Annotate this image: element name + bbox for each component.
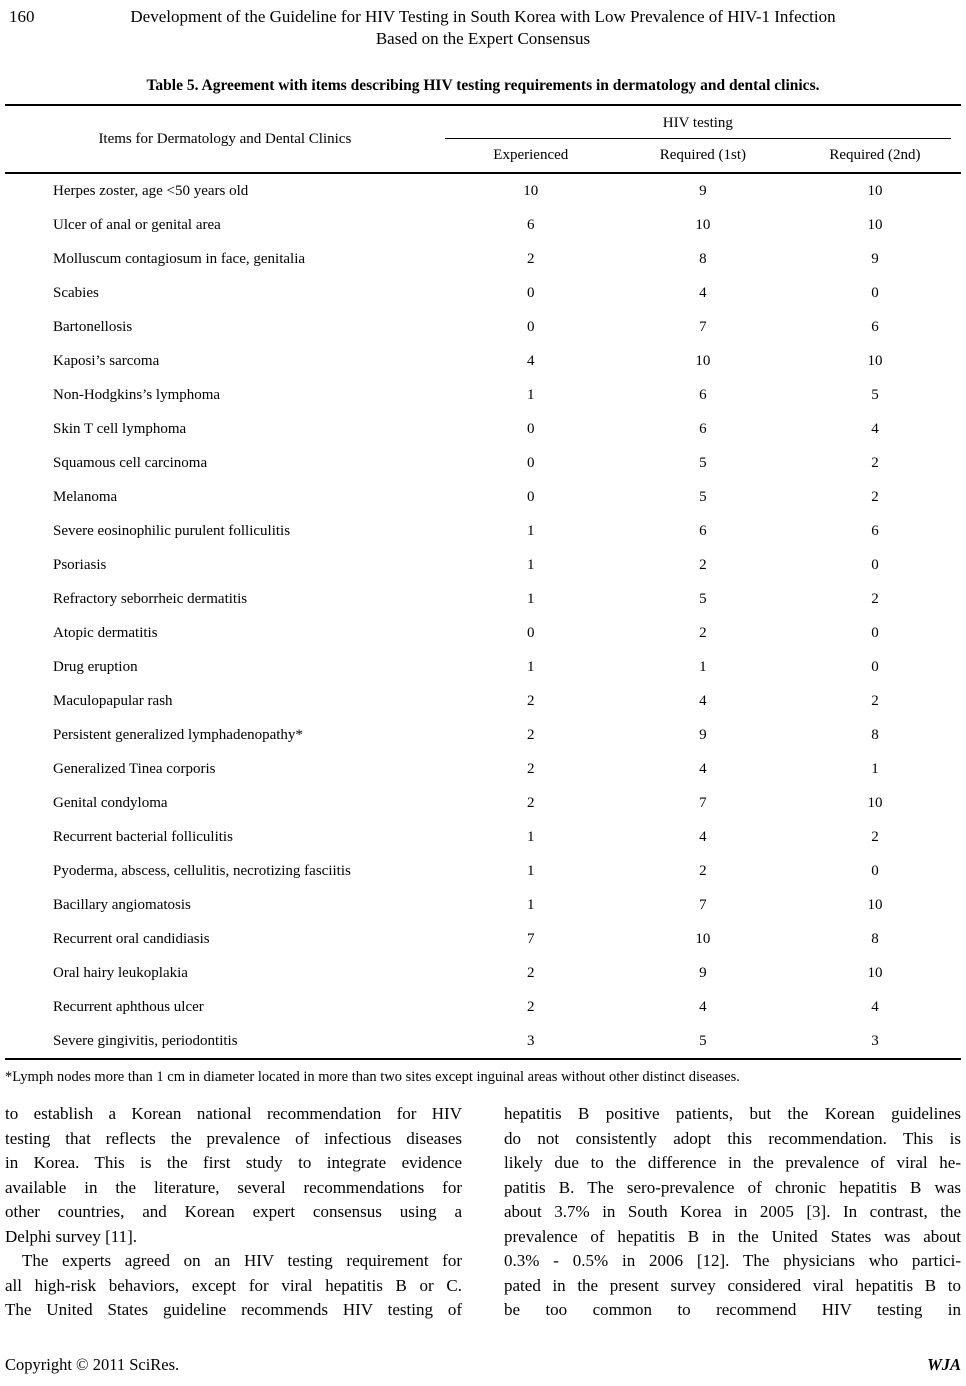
value-cell: 10: [867, 964, 883, 981]
value-cell: 0: [527, 624, 535, 641]
value-cell: 4: [527, 352, 535, 369]
running-title-line2: Based on the Expert Consensus: [375, 29, 591, 48]
item-label: Maculopapular rash: [53, 692, 173, 709]
page-footer: [5, 1355, 961, 1375]
body-text-line: all high-risk behaviors, except for viral hepatitis B or C.: [5, 1275, 462, 1295]
value-cell: 2: [527, 964, 535, 981]
body-text-line: The United States guideline recommends HIV testing of: [5, 1300, 462, 1319]
item-label: Melanoma: [53, 488, 118, 505]
table-row: [5, 718, 961, 752]
table-row: [5, 922, 961, 956]
running-header: [5, 6, 961, 52]
value-cell: 2: [527, 726, 535, 743]
table-row: [5, 310, 961, 344]
value-cell: 3: [871, 1032, 879, 1049]
table-row: [5, 548, 961, 582]
value-cell: 9: [699, 726, 707, 743]
body-text-line: likely due to the difference in the prevalence of viral he-: [504, 1153, 961, 1172]
value-cell: 7: [699, 318, 707, 335]
body-text-line: patitis B. The sero-prevalence of chronic hepatitis B was: [504, 1177, 961, 1197]
body-text: [5, 1102, 961, 1323]
value-cell: 2: [871, 828, 879, 845]
value-cell: 2: [527, 794, 535, 811]
table-row: [5, 854, 961, 888]
value-cell: 10: [523, 182, 539, 199]
value-cell: 5: [699, 590, 707, 607]
body-text-line: other countries, and Korean expert consensus using a: [5, 1202, 462, 1221]
table-row: [5, 242, 961, 276]
item-label: Scabies: [53, 284, 99, 301]
value-cell: 1: [527, 862, 535, 879]
value-cell: 10: [867, 182, 883, 199]
value-cell: 10: [867, 216, 883, 233]
body-text-line: do not consistently adopt this recommendation. This is: [504, 1128, 961, 1148]
table-row: [5, 276, 961, 310]
value-cell: 9: [699, 182, 707, 199]
table-row: [5, 514, 961, 548]
table-row: [5, 650, 961, 684]
value-cell: 0: [871, 284, 879, 301]
table-row: [5, 446, 961, 480]
body-left-column: [5, 1102, 462, 1323]
item-label: Psoriasis: [53, 556, 107, 573]
value-cell: 2: [527, 692, 535, 709]
table-header-row-group: [5, 105, 961, 139]
copyright-notice: Copyright © 2011 SciRes.: [5, 1355, 180, 1374]
table-row: [5, 820, 961, 854]
item-label: Molluscum contagiosum in face, genitalia: [53, 250, 306, 267]
item-label: Pyoderma, abscess, cellulitis, necrotizing fasciitis: [53, 862, 351, 879]
column-group-header-label: HIV testing: [445, 106, 951, 139]
value-cell: 6: [699, 522, 707, 539]
value-cell: 0: [871, 862, 879, 879]
value-cell: 2: [871, 454, 879, 471]
item-label: Herpes zoster, age <50 years old: [53, 182, 249, 199]
value-cell: 0: [527, 318, 535, 335]
table-footnote: *Lymph nodes more than 1 cm in diameter located in more than two sites except inguinal areas without other distinct diseases.: [5, 1069, 740, 1085]
value-cell: 10: [695, 216, 711, 233]
item-label: Oral hairy leukoplakia: [53, 964, 188, 981]
item-label: Drug eruption: [53, 658, 138, 675]
value-cell: 4: [699, 998, 707, 1015]
value-cell: 0: [871, 624, 879, 641]
agreement-table: [5, 104, 961, 1060]
value-cell: 2: [699, 556, 707, 573]
body-text-line: The experts agreed on an HIV testing requirement for: [22, 1251, 462, 1270]
column-header-items: Items for Dermatology and Dental Clinics: [5, 105, 445, 173]
body-text-line: hepatitis B positive patients, but the Korean guidelines: [504, 1104, 961, 1123]
item-label: Recurrent bacterial folliculitis: [53, 828, 233, 845]
value-cell: 6: [871, 318, 879, 335]
item-label: Recurrent oral candidiasis: [53, 930, 210, 947]
value-cell: 10: [695, 352, 711, 369]
item-label: Persistent generalized lymphadenopathy*: [53, 726, 303, 743]
item-label: Squamous cell carcinoma: [53, 454, 208, 471]
running-title: [5, 6, 961, 50]
value-cell: 2: [699, 862, 707, 879]
item-label: Kaposi’s sarcoma: [53, 352, 160, 369]
body-text-line: prevalence of hepatitis B in the United States was about: [504, 1226, 961, 1246]
value-cell: 4: [699, 284, 707, 301]
value-cell: 10: [867, 794, 883, 811]
value-cell: 1: [699, 658, 707, 675]
table-row: [5, 888, 961, 922]
table-row: [5, 582, 961, 616]
value-cell: 5: [699, 454, 707, 471]
value-cell: 1: [527, 658, 535, 675]
table-row: [5, 344, 961, 378]
value-cell: 2: [527, 998, 535, 1015]
value-cell: 3: [527, 1032, 535, 1049]
table-row: [5, 616, 961, 650]
value-cell: 4: [699, 760, 707, 777]
table-row: [5, 208, 961, 242]
body-text-line: in Korea. This is the first study to integrate evidence: [5, 1153, 462, 1172]
body-text-line: be too common to recommend HIV testing in: [504, 1300, 961, 1319]
table-row: [5, 480, 961, 514]
value-cell: 1: [527, 522, 535, 539]
table-row: [5, 786, 961, 820]
body-text-line: testing that reflects the prevalence of infectious diseases: [5, 1128, 462, 1148]
body-text-line: about 3.7% in South Korea in 2005 [3]. In contrast, the: [504, 1202, 961, 1221]
body-right-column: [504, 1102, 961, 1323]
table-row: [5, 752, 961, 786]
value-cell: 0: [527, 284, 535, 301]
column-header: Experienced: [445, 139, 617, 173]
value-cell: 9: [699, 964, 707, 981]
value-cell: 2: [871, 488, 879, 505]
value-cell: 2: [871, 590, 879, 607]
value-cell: 8: [871, 930, 879, 947]
paragraph: [504, 1102, 961, 1323]
item-label: Ulcer of anal or genital area: [53, 216, 221, 233]
value-cell: 2: [699, 624, 707, 641]
value-cell: 0: [871, 556, 879, 573]
value-cell: 1: [527, 590, 535, 607]
value-cell: 7: [699, 794, 707, 811]
value-cell: 10: [867, 352, 883, 369]
value-cell: 7: [699, 896, 707, 913]
table-caption: Table 5. Agreement with items describing HIV testing requirements in dermatology and dental clinics.: [146, 77, 820, 94]
paragraph: [5, 1249, 462, 1323]
column-header: Required (2nd): [789, 139, 961, 173]
value-cell: 4: [871, 420, 879, 437]
running-title-line1: Development of the Guideline for HIV Testing in South Korea with Low Prevalence of HIV-1 Infection: [130, 7, 836, 26]
value-cell: 1: [527, 828, 535, 845]
item-label: Non-Hodgkins’s lymphoma: [53, 386, 221, 403]
value-cell: 6: [699, 420, 707, 437]
value-cell: 7: [527, 930, 535, 947]
item-label: Genital condyloma: [53, 794, 168, 811]
value-cell: 0: [871, 658, 879, 675]
value-cell: 10: [695, 930, 711, 947]
value-cell: 1: [527, 556, 535, 573]
item-label: Atopic dermatitis: [53, 624, 158, 641]
value-cell: 2: [527, 760, 535, 777]
value-cell: 9: [871, 250, 879, 267]
body-text-line: available in the literature, several recommendations for: [5, 1177, 462, 1197]
value-cell: 0: [527, 488, 535, 505]
table-row: [5, 956, 961, 990]
value-cell: 5: [699, 488, 707, 505]
column-header: Required (1st): [617, 139, 789, 173]
item-label: Skin T cell lymphoma: [53, 420, 187, 437]
value-cell: 6: [527, 216, 535, 233]
value-cell: 6: [871, 522, 879, 539]
value-cell: 2: [871, 692, 879, 709]
table-row: [5, 684, 961, 718]
paragraph: [5, 1102, 462, 1249]
column-group-header: [445, 105, 961, 139]
item-label: Generalized Tinea corporis: [53, 760, 216, 777]
page-number: 160: [9, 7, 35, 26]
item-label: Refractory seborrheic dermatitis: [53, 590, 248, 607]
value-cell: 0: [527, 454, 535, 471]
item-label: Bartonellosis: [53, 318, 133, 335]
value-cell: 10: [867, 896, 883, 913]
value-cell: 5: [871, 386, 879, 403]
journal-abbrev: WJA: [927, 1355, 961, 1374]
value-cell: 8: [699, 250, 707, 267]
item-label: Severe eosinophilic purulent folliculitis: [53, 522, 291, 539]
value-cell: 6: [699, 386, 707, 403]
item-label: Severe gingivitis, periodontitis: [53, 1032, 238, 1049]
value-cell: 2: [527, 250, 535, 267]
body-text-line: to establish a Korean national recommendation for HIV: [5, 1104, 462, 1123]
value-cell: 4: [871, 998, 879, 1015]
table-row: [5, 1024, 961, 1059]
table-row: [5, 378, 961, 412]
table-row: [5, 173, 961, 208]
table-row: [5, 412, 961, 446]
value-cell: 4: [699, 828, 707, 845]
value-cell: 5: [699, 1032, 707, 1049]
body-text-line: pated in the present survey considered viral hepatitis B to: [504, 1275, 961, 1295]
value-cell: 4: [699, 692, 707, 709]
value-cell: 1: [871, 760, 879, 777]
item-label: Bacillary angiomatosis: [53, 896, 191, 913]
value-cell: 8: [871, 726, 879, 743]
body-text-line: Delphi survey [11].: [5, 1226, 138, 1246]
table-row: [5, 990, 961, 1024]
body-text-line: 0.3% - 0.5% in 2006 [12]. The physicians who partici-: [504, 1251, 961, 1270]
value-cell: 1: [527, 386, 535, 403]
item-label: Recurrent aphthous ulcer: [53, 998, 204, 1015]
value-cell: 0: [527, 420, 535, 437]
value-cell: 1: [527, 896, 535, 913]
